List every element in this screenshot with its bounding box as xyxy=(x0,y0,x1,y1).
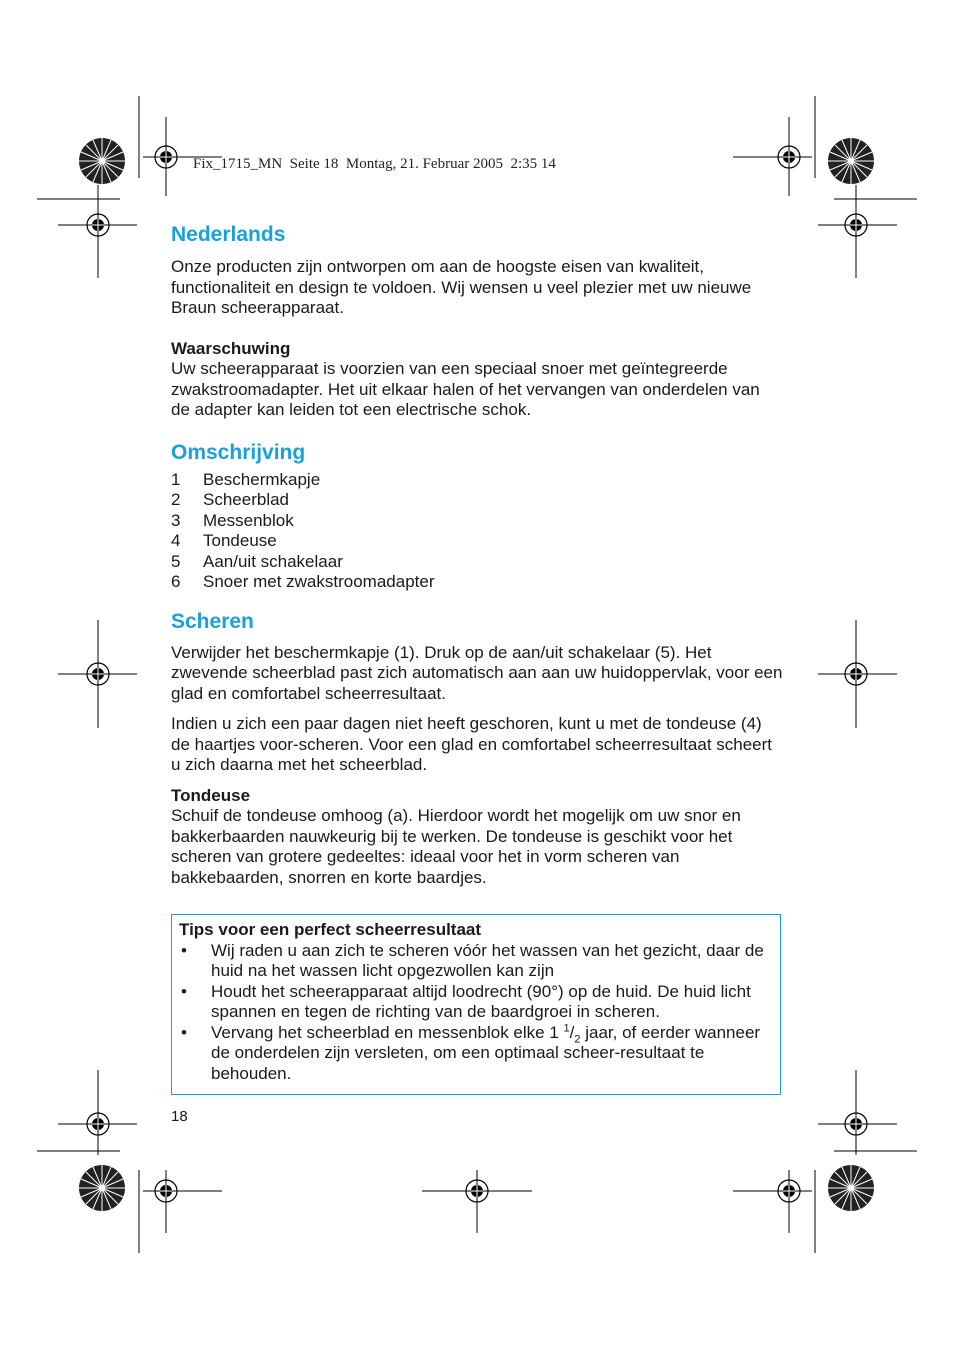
trimmer-title: Tondeuse xyxy=(171,785,251,805)
list-item: • Vervang het scheerblad en messenblok elke 1 $^1/_2$ jaar, of eerder wanneer de onderdelen zijn versleten, om een optimaal scheer-resultaat te behouden. xyxy=(181,1021,761,1083)
tips-title: Tips voor een perfect scheerresultaat xyxy=(179,920,482,939)
list-item: 3 Messenblok xyxy=(171,510,294,530)
heading-nederlands: Nederlands xyxy=(171,223,286,246)
warning-paragraph: Uw scheerapparaat is voorzien van een speciaal snoer met geïntegreerde zwakstroomadapter. Het uit elkaar halen of het vervangen van onderdelen van de adapter kan leiden tot een electrische schok. xyxy=(171,359,760,419)
trimmer-paragraph: Schuif de tondeuse omhoog (a). Hierdoor wordt het mogelijk om uw snor en bakkerbaarden nauwkeurig bij te werken. De tondeuse is geschikt voor het scheren van grotere gedeeltes: ideaal voor het in vorm scheren van bakkebaarden, snorren en korte baardjes. xyxy=(171,806,741,887)
shaving-paragraph-2: Indien u zich een paar dagen niet heeft geschoren, kunt u met de tondeuse (4) de haartjes voor-scheren. Voor een glad en comfortabel scheerresultaat scheert u zich daarna met het scheerblad. xyxy=(171,714,773,774)
shaving-paragraph-1: Verwijder het beschermkapje (1). Druk op de aan/uit schakelaar (5). Het zwevende scheerblad past zich automatisch aan aan uw huidoppervlak, voor een glad en comfortabel scheerresultaat. xyxy=(171,642,783,703)
color-target-icon xyxy=(79,138,125,184)
heading-scheren: Scheren xyxy=(171,609,254,633)
intro-paragraph: Onze producten zijn ontworpen om aan de hoogste eisen van kwaliteit, functionaliteit en design te voldoen. Wij wensen u veel plezier met uw nieuwe Braun scheerapparaat. xyxy=(171,257,752,317)
color-target-icon xyxy=(79,1165,125,1211)
list-item: • Wij raden u aan zich te scheren vóór het wassen van het gezicht, daar de huid na het wassen licht opgezwollen kan zijn xyxy=(181,940,764,980)
list-item: 2 Scheerblad xyxy=(171,490,290,509)
page-number: 18 xyxy=(171,1108,188,1125)
list-item: 4 Tondeuse xyxy=(171,531,277,550)
list-item: • Houdt het scheerapparaat altijd loodrecht (90°) op de huid. De huid licht spannen en tegen de richting van de baardgroei in scheren. xyxy=(181,981,751,1021)
color-target-icon xyxy=(828,138,874,184)
heading-omschrijving: Omschrijving xyxy=(171,440,306,464)
print-slug: Fix_1715_MN Seite 18 Montag, 21. Februar 2005 2:35 14 xyxy=(193,156,556,172)
list-item: 5 Aan/uit schakelaar xyxy=(171,551,343,571)
warning-title: Waarschuwing xyxy=(171,338,291,358)
color-target-icon xyxy=(828,1165,874,1211)
list-item: 1 Beschermkapje xyxy=(171,469,321,489)
list-item: 6 Snoer met zwakstroomadapter xyxy=(171,572,435,591)
